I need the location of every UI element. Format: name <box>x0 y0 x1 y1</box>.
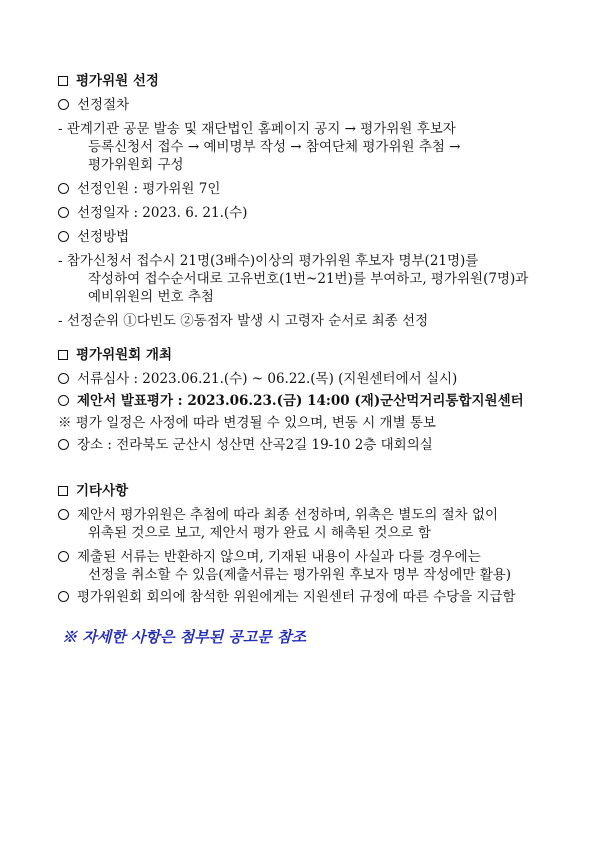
checkbox-square-icon <box>58 486 68 496</box>
circle-bullet-icon <box>58 591 69 602</box>
selection-process-label: 선정절차 <box>58 96 129 114</box>
method-line-3: 예비위원의 번호 추첨 <box>88 289 214 305</box>
committee-notice: ※ 평가 일정은 사정에 따라 변경될 수 있으며, 변동 시 개별 통보 <box>58 415 436 431</box>
committee-screening: 서류심사 : 2023.06.21.(수) ~ 06.22.(목) (지원센터에서 실시) <box>58 370 457 388</box>
etc-item-2-line-2: 선정을 취소할 수 있음(제출서류는 평가위원 후보자 명부 작성에만 활용) <box>88 567 512 583</box>
selection-date: 선정일자 : 2023. 6. 21.(수) <box>58 204 247 222</box>
selection-order: - 선정순위 ①다빈도 ②동점자 발생 시 고령자 순서로 최종 선정 <box>58 313 429 329</box>
etc-item-3: 평가위원회 회의에 참석한 위원에게는 지원센터 규정에 따른 수당을 지급함 <box>58 588 516 606</box>
checkbox-square-icon <box>58 350 68 360</box>
circle-bullet-icon <box>58 231 69 242</box>
circle-bullet-icon <box>58 551 69 562</box>
footer-note: ※ 자세한 사항은 첨부된 공고문 참조 <box>62 628 306 646</box>
etc-item-2-line-1: 제출된 서류는 반환하지 않으며, 기재된 내용이 사실과 다를 경우에는 <box>58 548 481 566</box>
circle-bullet-icon <box>58 509 69 520</box>
circle-bullet-icon <box>58 395 69 406</box>
selection-headcount: 선정인원 : 평가위원 7인 <box>58 180 220 198</box>
etc-item-1-line-2: 위촉된 것으로 보고, 제안서 평가 완료 시 해촉된 것으로 함 <box>88 525 431 541</box>
etc-item-1-line-1: 제안서 평가위원은 추첨에 따라 최종 선정하며, 위촉은 별도의 절차 없이 <box>58 506 498 524</box>
section-heading-committee: 평가위원회 개최 <box>58 346 172 364</box>
method-line-1: - 참가신청서 접수시 21명(3배수)이상의 평가위원 후보자 명부(21명)를 <box>58 253 479 269</box>
section-heading-etc: 기타사항 <box>58 482 128 500</box>
committee-presentation: 제안서 발표평가 : 2023.06.23.(금) 14:00 (재)군산먹거리통합지원센터 <box>58 392 524 410</box>
circle-bullet-icon <box>58 183 69 194</box>
process-line-1: - 관계기관 공문 발송 및 재단법인 홈페이지 공지 → 평가위원 후보자 <box>58 121 456 137</box>
process-line-2: 등록신청서 접수 → 예비명부 작성 → 참여단체 평가위원 추첨 → <box>88 139 461 155</box>
circle-bullet-icon <box>58 439 69 450</box>
committee-place: 장소 : 전라북도 군산시 성산면 산곡2길 19-10 2층 대회의실 <box>58 436 433 454</box>
selection-method-label: 선정방법 <box>58 228 129 246</box>
circle-bullet-icon <box>58 99 69 110</box>
circle-bullet-icon <box>58 373 69 384</box>
checkbox-square-icon <box>58 76 68 86</box>
circle-bullet-icon <box>58 207 69 218</box>
process-line-3: 평가위원회 구성 <box>88 157 184 173</box>
section-heading-selection: 평가위원 선정 <box>58 72 159 90</box>
method-line-2: 작성하여 접수순서대로 고유번호(1번~21번)를 부여하고, 평가위원(7명)과 <box>88 271 529 287</box>
